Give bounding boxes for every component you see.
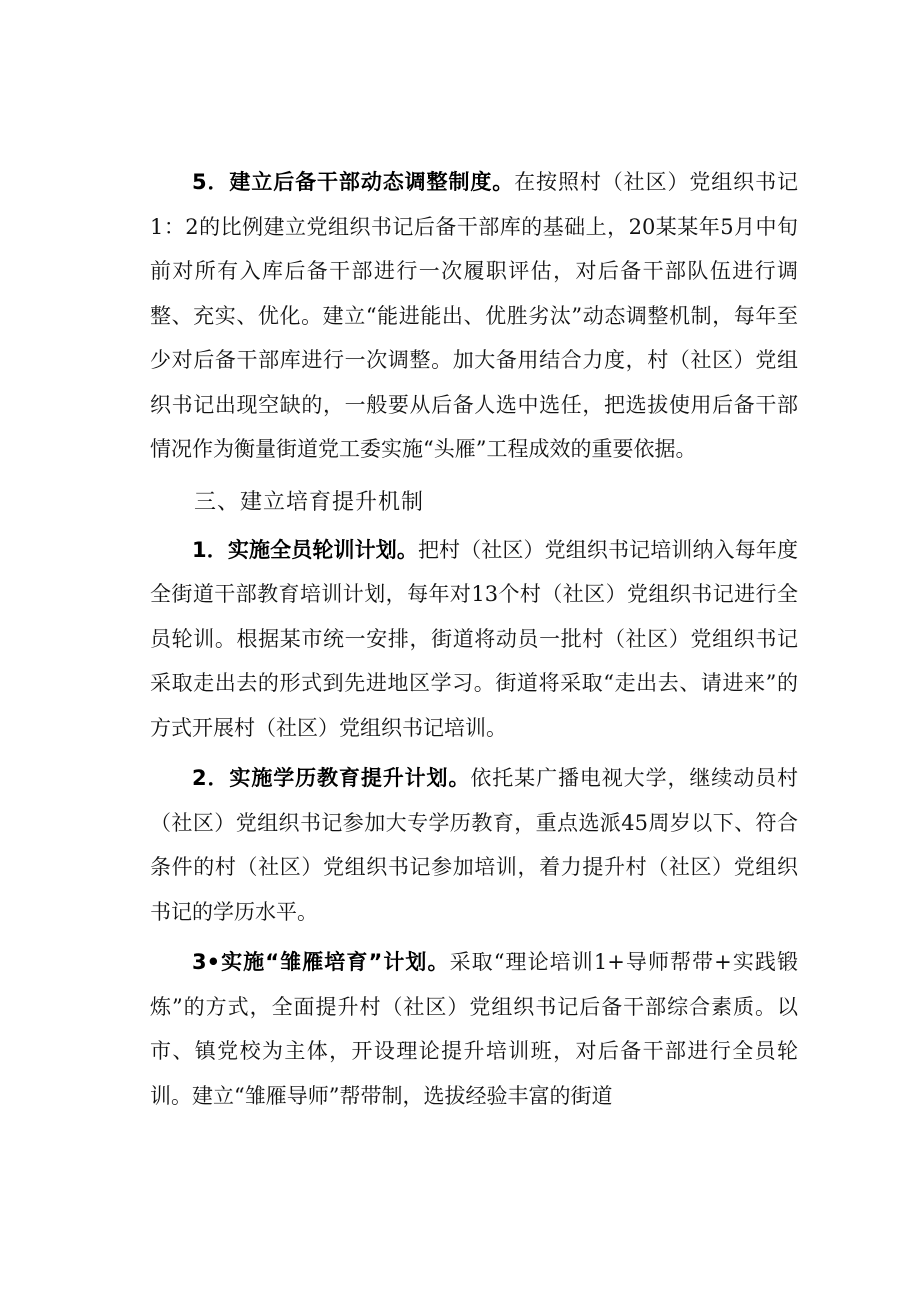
paragraph-3 (150, 940, 798, 1118)
paragraph-1-text: 把村（社区）党组织书记培训纳入每年度全街道干部教育培训计划，每年对13个村（社区）党组织书记进行全员轮训。根据某市统一安排，街道将动员一批村（社区）党组织书记采取走出去的形式到先进地区学习。街道将采取“走出去、请进来”的方式开展村（社区）党组织书记培训。 (150, 537, 798, 740)
paragraph-1 (150, 528, 798, 751)
paragraph-2-text: 依托某广播电视大学，继续动员村（社区）党组织书记参加大专学历教育，重点选派45周岁以下、符合条件的村（社区）党组织书记参加培训，着力提升村（社区）党组织书记的学历水平。 (150, 766, 798, 924)
document-body (150, 160, 798, 1118)
paragraph-5-lead: 5．建立后备干部动态调整制度。 (192, 170, 515, 194)
paragraph-3-text: 采取“理论培训1+导师帮带+实践锻炼”的方式，全面提升村（社区）党组织书记后备干部综合素质。以市、镇党校为主体，开设理论提升培训班，对后备干部进行全员轮训。建立“雏雁导师”帮带制，选拔经验丰富的街道 (150, 950, 798, 1108)
paragraph-3-lead: 3•实施“雏雁培育”计划。 (192, 950, 450, 974)
paragraph-5 (150, 160, 798, 472)
paragraph-5-text: 在按照村（社区）党组织书记1：2的比例建立党组织书记后备干部库的基础上，20某某年5月中旬前对所有入库后备干部进行一次履职评估，对后备干部队伍进行调整、充实、优化。建立“能进能出、优胜劣汰”动态调整机制，每年至少对后备干部库进行一次调整。加大备用结合力度，村（社区）党组织书记出现空缺的，一般要从后备人选中选任，把选拔使用后备干部情况作为衡量街道党工委实施“头雁”工程成效的重要依据。 (150, 170, 798, 461)
paragraph-2 (150, 756, 798, 934)
paragraph-1-lead: 1．实施全员轮训计划。 (192, 537, 418, 562)
section-heading: 三、建立培育提升机制 (194, 489, 425, 515)
paragraph-2-lead: 2．实施学历教育提升计划。 (192, 766, 471, 790)
